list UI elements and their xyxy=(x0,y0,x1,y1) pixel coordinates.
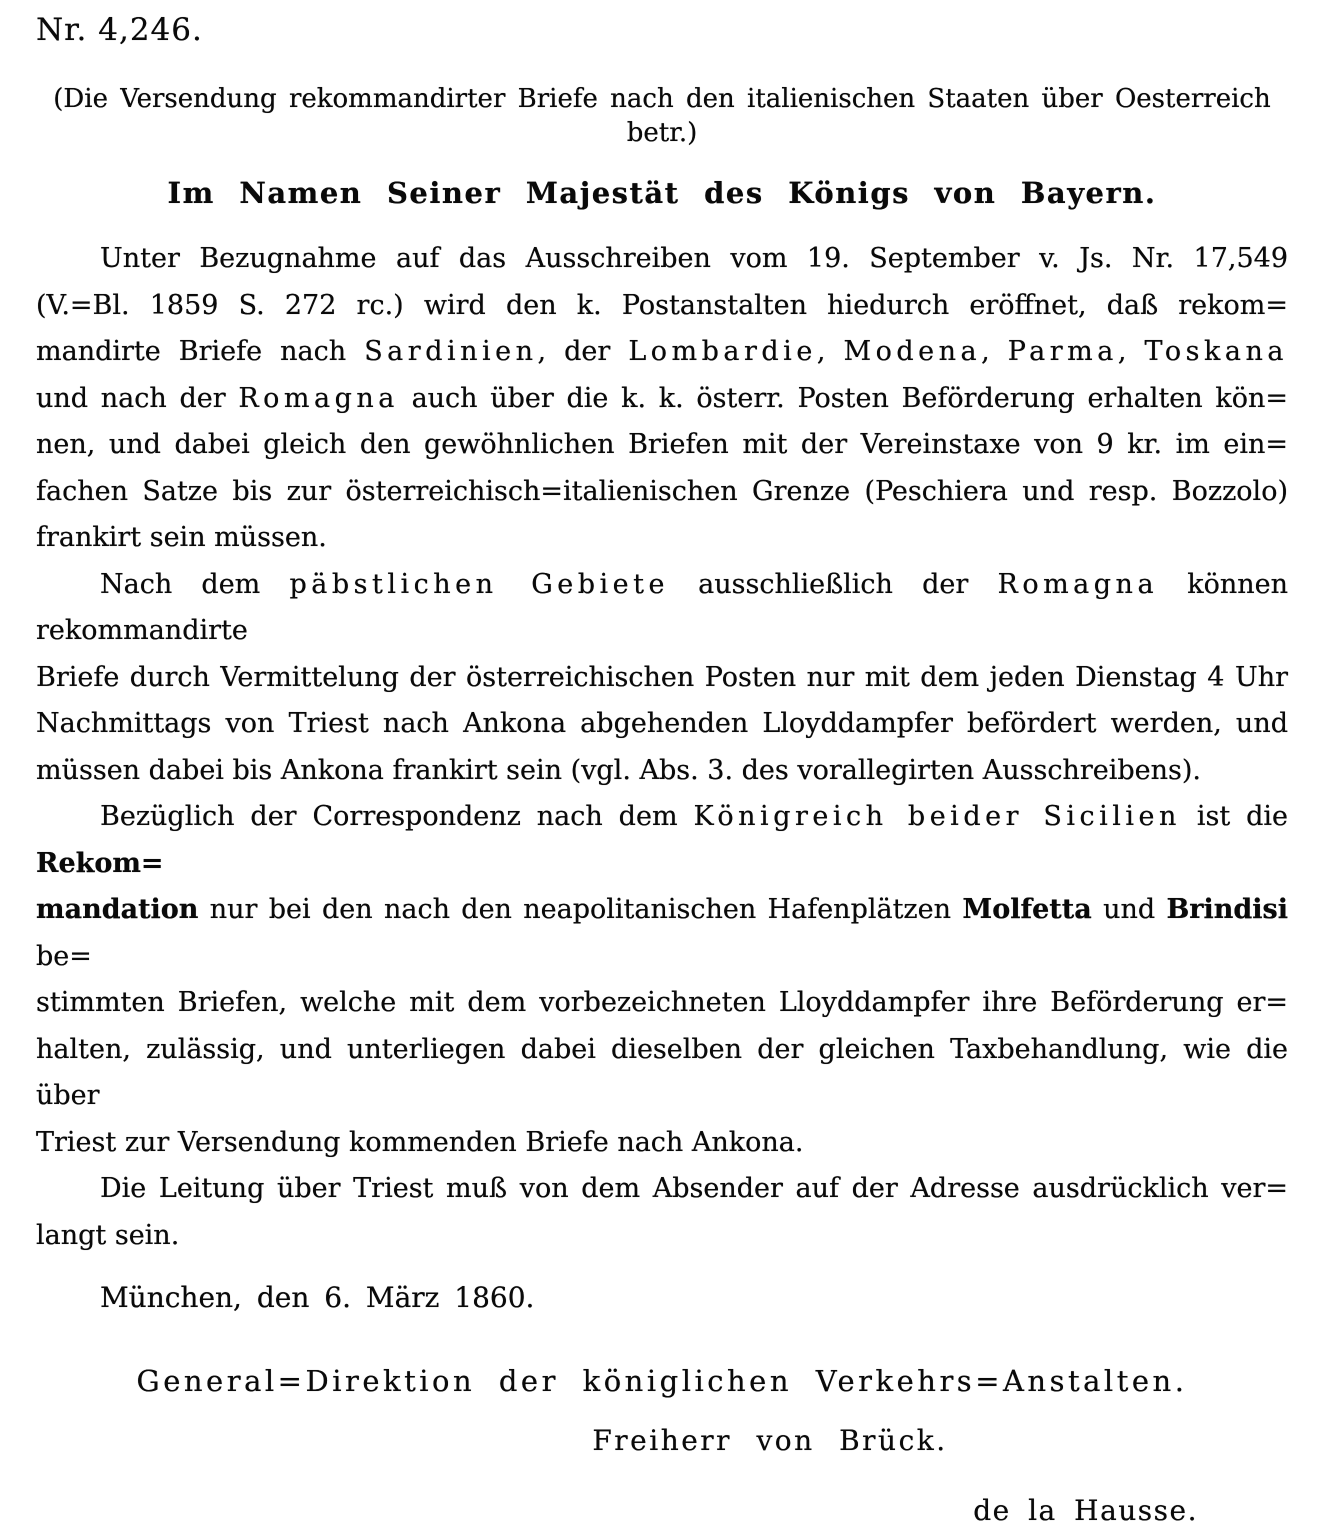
paragraph xyxy=(36,794,1288,1166)
text-segment: mandirte Briefe nach xyxy=(36,336,365,367)
text-segment: frankirt sein müssen. xyxy=(36,522,327,553)
letterspaced-text: Romagna xyxy=(997,568,1159,600)
subject-line: (Die Versendung rekommandirter Briefe nach den italienischen Staaten über Oesterreich betr.) xyxy=(53,84,1271,148)
text-line xyxy=(36,236,1288,283)
text-line xyxy=(36,1120,1288,1167)
text-line xyxy=(36,794,1288,887)
text-line xyxy=(36,887,1288,980)
text-segment: , xyxy=(981,336,1008,367)
text-segment: be= xyxy=(36,940,92,972)
text-segment: , der xyxy=(537,336,629,367)
text-segment: Unter Bezugnahme auf das Ausschreiben vom 19. September v. Js. Nr. 17,549 xyxy=(100,243,1288,274)
text-segment: ausschließlich der xyxy=(668,568,998,600)
text-segment: Bezüglich der Correspondenz nach dem xyxy=(100,801,694,832)
text-segment: können rekommandirte xyxy=(36,568,1288,646)
text-line xyxy=(36,701,1288,748)
text-line xyxy=(36,329,1288,376)
letterspaced-text: Romagna xyxy=(238,382,399,414)
text-line xyxy=(36,1166,1288,1213)
text-line xyxy=(36,1027,1288,1120)
text-segment: und nach der xyxy=(36,382,239,414)
body-paragraphs xyxy=(36,236,1288,1259)
text-line xyxy=(36,748,1288,795)
text-line xyxy=(36,515,1288,562)
text-segment: nur bei den nach den neapolitanischen Hafenplätzen xyxy=(198,894,963,925)
text-line xyxy=(36,376,1288,423)
emphasized-text: Brindisi xyxy=(1166,894,1288,925)
text-segment: stimmten Briefen, welche mit dem vorbezeichneten Lloyddampfer ihre Beförderung er= xyxy=(36,987,1288,1018)
letterspaced-text: Lombardie xyxy=(628,336,817,367)
text-line xyxy=(36,422,1288,469)
text-segment: fachen Satze bis zur österreichisch=italienischen Grenze (Peschiera und resp. Bozzolo) xyxy=(36,475,1288,507)
text-segment: Nach dem xyxy=(100,568,290,600)
text-segment: (V.=Bl. 1859 S. 272 rc.) wird den k. Postanstalten hiedurch eröffnet, daß rekom= xyxy=(36,289,1288,321)
text-segment: müssen dabei bis Ankona frankirt sein (vgl. Abs. 3. des vorallegirten Ausschreibens). xyxy=(36,754,1201,786)
text-segment: Triest zur Versendung kommenden Briefe nach Ankona. xyxy=(36,1126,804,1158)
letterspaced-text: Königreich beider Sicilien xyxy=(693,801,1181,832)
letterspaced-text: Toskana xyxy=(1144,336,1288,367)
text-line xyxy=(36,283,1288,330)
signature: Freiherr von Brück. xyxy=(592,1424,948,1457)
text-segment: nen, und dabei gleich den gewöhnlichen Briefen mit der Vereinstaxe von 9 kr. im ein= xyxy=(36,429,1288,460)
text-line xyxy=(36,562,1288,655)
text-segment: auch über die k. k. österr. Posten Beförderung erhalten kön= xyxy=(398,382,1288,414)
letterspaced-text: päbstlichen Gebiete xyxy=(289,568,669,600)
doc-number: Nr. 4,246. xyxy=(36,12,203,48)
text-segment: , xyxy=(1117,336,1145,367)
countersignature: de la Hausse. xyxy=(973,1494,1198,1527)
text-segment: Briefe durch Vermittelung der österreichischen Posten nur mit dem jeden Dienstag 4 Uhr xyxy=(36,661,1288,693)
paragraph xyxy=(36,562,1288,795)
text-segment: ist die xyxy=(1180,801,1289,832)
letterspaced-text: Modena xyxy=(843,336,982,367)
text-segment: langt sein. xyxy=(36,1219,180,1251)
emphasized-text: Rekom= xyxy=(36,847,164,879)
text-line xyxy=(36,655,1288,702)
authority-line: General=Direktion der königlichen Verkehrs=Anstalten. xyxy=(136,1364,1188,1398)
text-segment: Nachmittags von Triest nach Ankona abgehenden Lloyddampfer befördert werden, und xyxy=(36,708,1288,739)
text-line xyxy=(36,1213,1288,1260)
text-segment: Die Leitung über Triest muß von dem Absender auf der Adresse ausdrücklich ver= xyxy=(100,1173,1288,1204)
dateline: München, den 6. März 1860. xyxy=(100,1281,535,1314)
royal-heading: Im Namen Seiner Majestät des Königs von Bayern. xyxy=(167,176,1157,210)
paragraph xyxy=(36,236,1288,562)
emphasized-text: mandation xyxy=(36,894,199,925)
paragraph xyxy=(36,1166,1288,1259)
text-segment: und xyxy=(1091,894,1167,925)
letterspaced-text: Sardinien xyxy=(364,336,538,367)
emphasized-text: Molfetta xyxy=(962,894,1092,925)
letterspaced-text: Parma xyxy=(1007,336,1118,367)
text-line xyxy=(36,980,1288,1027)
text-line xyxy=(36,469,1288,516)
text-segment: , xyxy=(816,336,844,367)
text-segment: halten, zulässig, und unterliegen dabei dieselben der gleichen Taxbehandlung, wie die über xyxy=(36,1033,1288,1111)
